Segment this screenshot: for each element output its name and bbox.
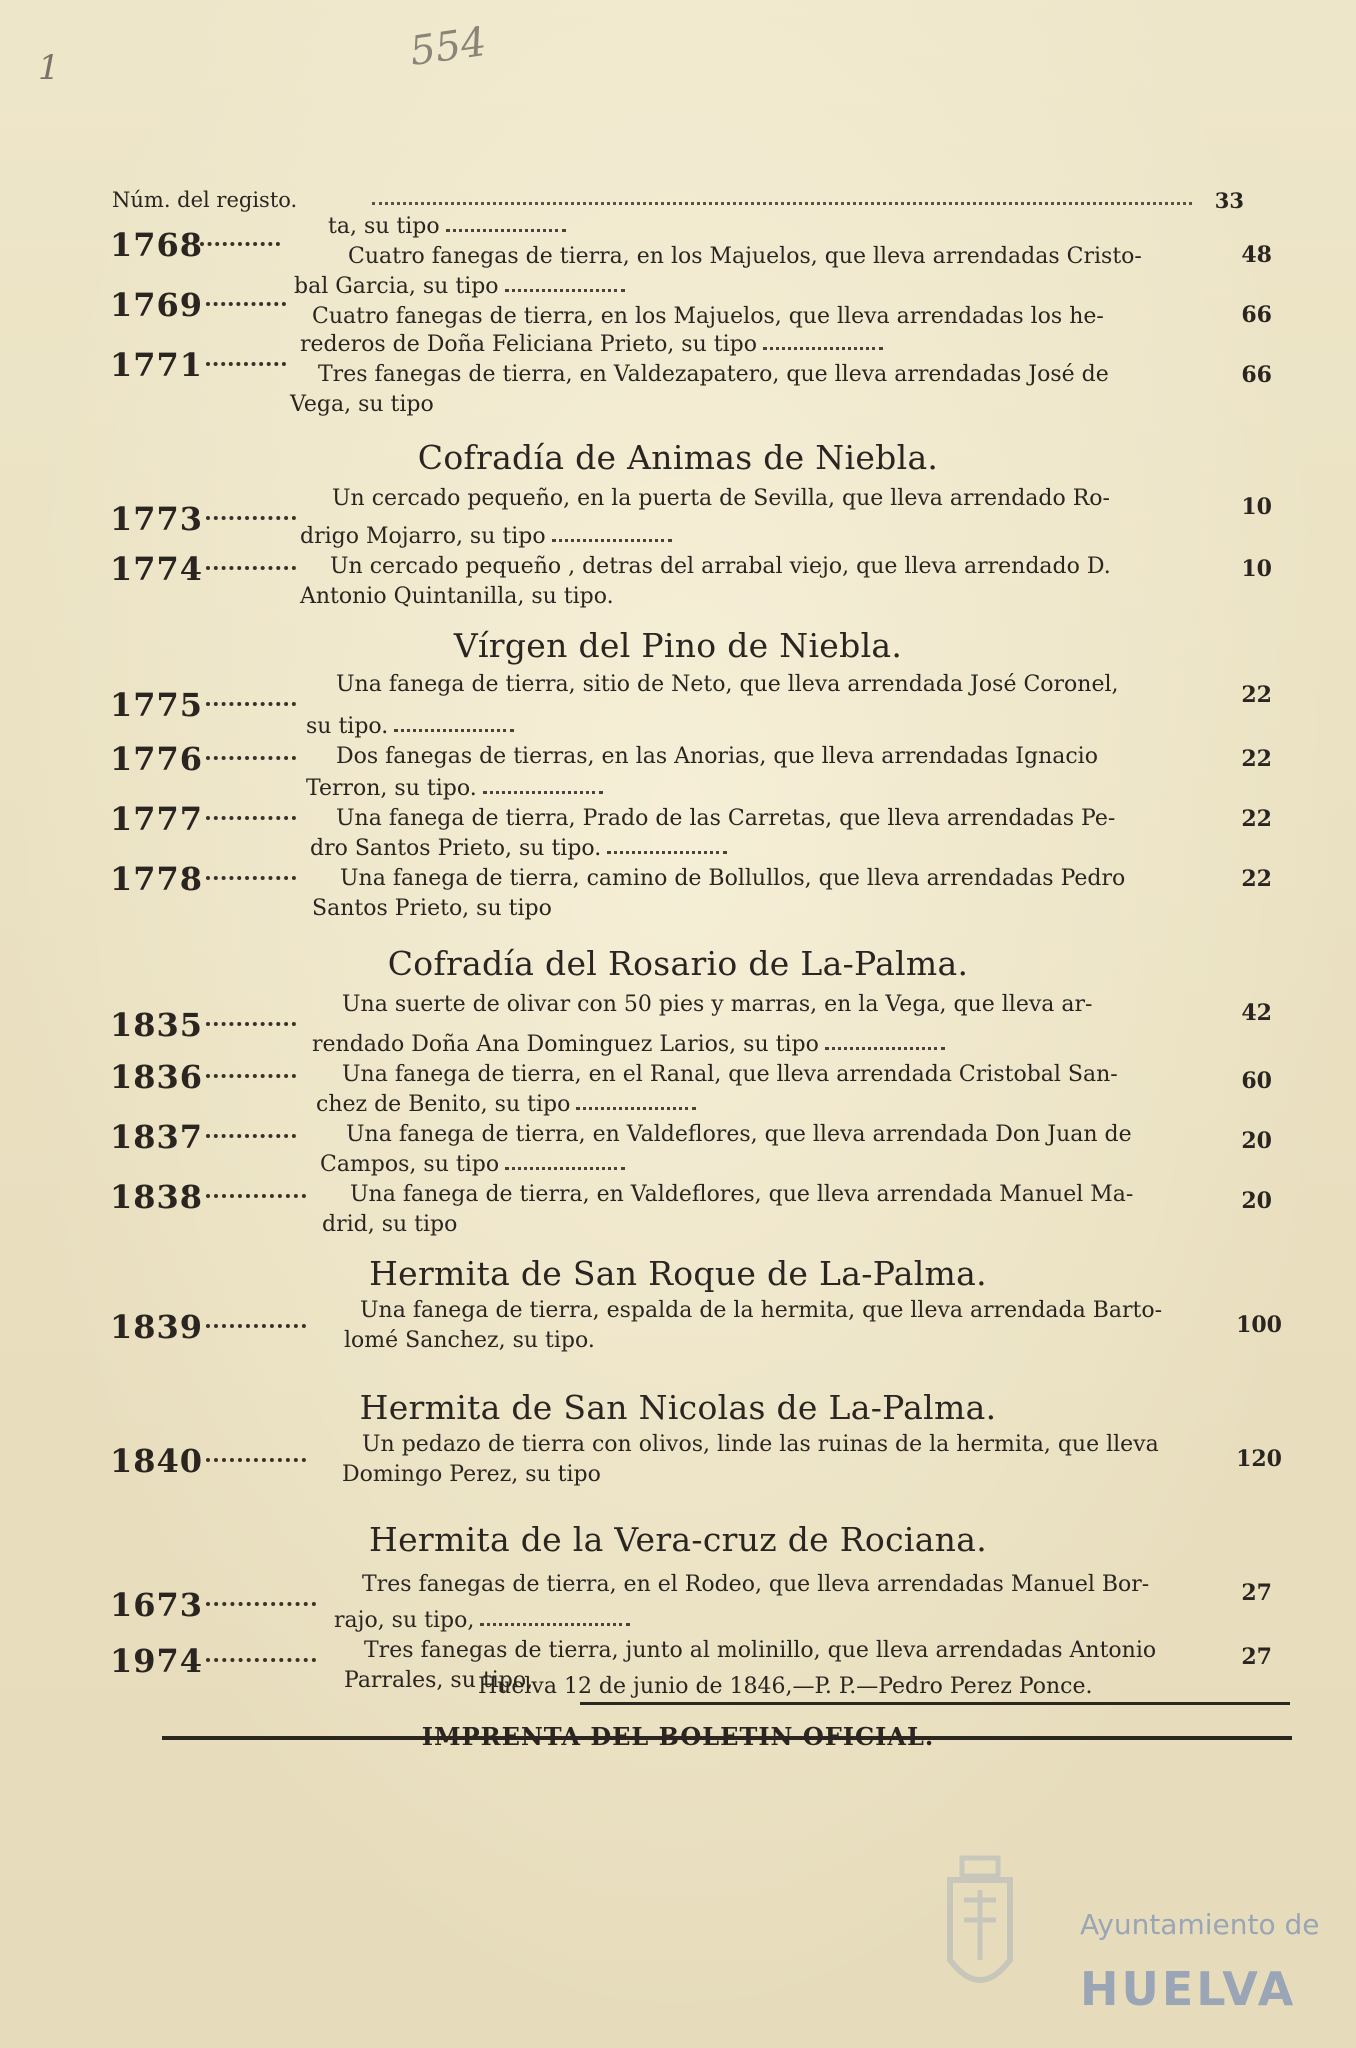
- entry-line: Una fanega de tierra, Prado de las Carretas, que lleva arrendadas Pe-: [336, 806, 1116, 831]
- register-number: 1774: [110, 550, 204, 588]
- entry-line: Tres fanegas de tierra, junto al molinillo, que lleva arrendadas Antonio: [364, 1638, 1157, 1663]
- dot-leader: [200, 238, 280, 246]
- register-entry: [110, 328, 1290, 417]
- entry-line: Una fanega de tierra, en Valdeflores, que lleva arrendada Don Juan de: [346, 1122, 1132, 1147]
- header-price: 33: [1214, 188, 1244, 213]
- entry-text: [300, 522, 1250, 612]
- price: 22: [1241, 806, 1272, 832]
- entry-line: bal Garcia, su tipo: [294, 274, 499, 299]
- register-number: 1838: [110, 1178, 204, 1216]
- entry-text: [344, 1296, 1310, 1356]
- dot-leader: [505, 283, 625, 292]
- dot-leader: [206, 562, 296, 570]
- price: 120: [1236, 1446, 1282, 1472]
- entry-text: [320, 1150, 1270, 1240]
- entry-text: [290, 330, 1250, 420]
- price: 10: [1241, 494, 1272, 520]
- dot-leader: [206, 358, 286, 366]
- entry-line: Parrales, su tipo,: [344, 1668, 534, 1693]
- entry-line: Una fanega de tierra, sitio de Neto, que lleva arrendada José Coronel,: [336, 672, 1119, 697]
- entry-line: Un cercado pequeño, en la puerta de Sevilla, que lleva arrendado Ro-: [332, 486, 1110, 511]
- entry-line: Un pedazo de tierra con olivos, linde las ruinas de la hermita, que lleva: [362, 1432, 1159, 1457]
- price: 22: [1241, 746, 1272, 772]
- dot-leader: [206, 1190, 306, 1198]
- register-number: 1837: [110, 1118, 204, 1156]
- dot-leader: [372, 196, 1192, 205]
- entry-line: Campos, su tipo: [320, 1152, 500, 1177]
- entry-line: Una fanega de tierra, espalda de la hermita, que lleva arrendada Barto-: [360, 1298, 1163, 1323]
- dot-leader: [552, 533, 672, 542]
- entry-line: Tres fanegas de tierra, en el Rodeo, que lleva arrendadas Manuel Bor-: [362, 1572, 1150, 1597]
- entry-line: lomé Sanchez, su tipo.: [344, 1328, 595, 1353]
- price: 10: [1241, 556, 1272, 582]
- entry-line: Cuatro fanegas de tierra, en los Majuelos, que lleva arrendadas Cristo-: [348, 244, 1142, 269]
- price: 27: [1241, 1644, 1272, 1670]
- register-number: 1771: [110, 346, 204, 384]
- register-number: 1839: [110, 1308, 204, 1346]
- dot-leader: [505, 1161, 625, 1170]
- price: 20: [1241, 1128, 1272, 1154]
- divider: [580, 1702, 1290, 1705]
- dot-leader: [206, 1320, 306, 1328]
- price: 48: [1241, 242, 1272, 268]
- entry-line: Una fanega de tierra, en el Ranal, que lleva arrendada Cristobal San-: [342, 1062, 1118, 1087]
- section-title: Hermita de la Vera-cruz de Rociana.: [368, 1520, 988, 1559]
- entry-text: [336, 670, 1286, 700]
- dot-leader: [206, 1070, 296, 1078]
- entry-text: [310, 834, 1260, 924]
- entry-line: rederos de Doña Feliciana Prieto, su tipo: [300, 332, 757, 357]
- register-number: 1775: [110, 686, 204, 724]
- dot-leader: [206, 298, 286, 306]
- register-number: 1835: [110, 1006, 204, 1044]
- register-entry: [110, 1030, 1290, 1096]
- entry-line: Dos fanegas de tierras, en las Anorias, que lleva arrendadas Ignacio: [336, 744, 1098, 769]
- register-entry: [110, 712, 1290, 778]
- corner-mark: 1: [38, 48, 60, 88]
- price: 66: [1241, 302, 1272, 328]
- register-entry: [110, 1428, 1290, 1488]
- entry-text: [328, 212, 1278, 272]
- entry-line: dro Santos Prieto, su tipo.: [310, 836, 602, 861]
- printer-imprint: IMPRENTA DEL BOLETIN OFICIAL.: [421, 1722, 935, 1751]
- price: 66: [1241, 362, 1272, 388]
- entry-line: Cuatro fanegas de tierra, en los Majuelos, que lleva arrendadas los he-: [312, 304, 1104, 329]
- entry-line: Vega, su tipo: [290, 392, 434, 417]
- dot-leader: [206, 512, 296, 520]
- entry-line: Terron, su tipo.: [306, 776, 477, 801]
- entry-line: Una fanega de tierra, en Valdeflores, que lleva arrendada Manuel Ma-: [350, 1182, 1134, 1207]
- register-entry: [110, 522, 1290, 609]
- dot-leader: [480, 1617, 630, 1626]
- register-entry: [110, 1150, 1290, 1237]
- entry-line: Una suerte de olivar con 50 pies y marras, en la Vega, que lleva ar-: [342, 992, 1093, 1017]
- entry-line: Tres fanegas de tierra, en Valdezapatero, que lleva arrendadas José de: [318, 362, 1109, 387]
- entry-line: Un cercado pequeño , detras del arrabal viejo, que lleva arrendado D.: [330, 554, 1111, 579]
- entry-line: rendado Doña Ana Dominguez Larios, su tipo: [312, 1032, 819, 1057]
- entry-text: [306, 712, 1256, 772]
- entry-line: ta, su tipo: [328, 214, 440, 239]
- entry-line: Una fanega de tierra, camino de Bollullos, que lleva arrendadas Pedro: [340, 866, 1126, 891]
- register-entry: [110, 208, 1290, 268]
- price: 22: [1241, 682, 1272, 708]
- entry-line: Santos Prieto, su tipo: [312, 896, 552, 921]
- price: 42: [1241, 1000, 1272, 1026]
- entry-text: [332, 484, 1282, 514]
- dot-leader: [483, 785, 603, 794]
- dot-leader: [206, 752, 296, 760]
- dot-leader: [576, 1101, 696, 1110]
- header-label: Núm. del registo.: [112, 188, 298, 212]
- dot-leader: [206, 1130, 296, 1138]
- register-number: 1777: [110, 800, 204, 838]
- entry-text: [342, 990, 1292, 1020]
- price: 20: [1241, 1188, 1272, 1214]
- register-number: 1768: [110, 226, 204, 264]
- register-entry: [110, 1294, 1290, 1354]
- watermark-title: HUELVA: [1080, 1962, 1297, 2016]
- folio-number: 554: [407, 18, 490, 76]
- register-number: 1776: [110, 740, 204, 778]
- section-title: Hermita de San Nicolas de La-Palma.: [359, 1388, 997, 1427]
- entry-text: [312, 1030, 1262, 1090]
- dot-leader: [206, 1654, 316, 1662]
- dot-leader: [206, 1598, 316, 1606]
- register-entry: [110, 1090, 1290, 1156]
- section-title: Hermita de San Roque de La-Palma.: [369, 1254, 987, 1293]
- signature-line: Huelva 12 de junio de 1846,—P. P.—Pedro Perez Ponce.: [478, 1674, 1093, 1699]
- price: 60: [1241, 1068, 1272, 1094]
- entry-line: drid, su tipo: [322, 1212, 458, 1237]
- dot-leader: [206, 1018, 296, 1026]
- price: 27: [1241, 1580, 1272, 1606]
- register-number: 1773: [110, 500, 204, 538]
- entry-text: [316, 1090, 1266, 1150]
- entry-text: [306, 774, 1256, 834]
- price: 100: [1236, 1312, 1282, 1338]
- dot-leader: [206, 698, 296, 706]
- entry-line: su tipo.: [306, 714, 389, 739]
- register-number: 1778: [110, 860, 204, 898]
- entry-line: rajo, su tipo,: [334, 1608, 475, 1633]
- entry-line: Antonio Quintanilla, su tipo.: [300, 584, 614, 609]
- register-number: 1836: [110, 1058, 204, 1096]
- entry-line: Domingo Perez, su tipo: [342, 1462, 601, 1487]
- watermark-text: Ayuntamiento de: [1080, 1908, 1320, 1941]
- register-entry: [110, 772, 1290, 838]
- register-number: 1673: [110, 1586, 204, 1624]
- dot-leader: [607, 845, 727, 854]
- price: 22: [1241, 866, 1272, 892]
- entry-text: [342, 1430, 1312, 1490]
- dot-leader: [763, 341, 883, 350]
- entry-line: chez de Benito, su tipo: [316, 1092, 571, 1117]
- section-title: Vírgen del Pino de Niebla.: [453, 626, 903, 665]
- register-entry: [110, 268, 1290, 328]
- register-number: 1769: [110, 286, 204, 324]
- section-title: Cofradía de Animas de Niebla.: [417, 438, 939, 477]
- dot-leader: [394, 723, 514, 732]
- register-number: 1840: [110, 1442, 204, 1480]
- entry-text: [362, 1570, 1312, 1600]
- entry-text: [294, 272, 1244, 332]
- dot-leader: [446, 223, 566, 232]
- register-entry: [110, 832, 1290, 921]
- entry-line: drigo Mojarro, su tipo: [300, 524, 546, 549]
- dot-leader: [206, 812, 296, 820]
- section-title: Cofradía del Rosario de La-Palma.: [387, 944, 969, 983]
- dot-leader: [825, 1041, 945, 1050]
- register-number: 1974: [110, 1642, 204, 1680]
- dot-leader: [206, 1454, 306, 1462]
- dot-leader: [206, 872, 296, 880]
